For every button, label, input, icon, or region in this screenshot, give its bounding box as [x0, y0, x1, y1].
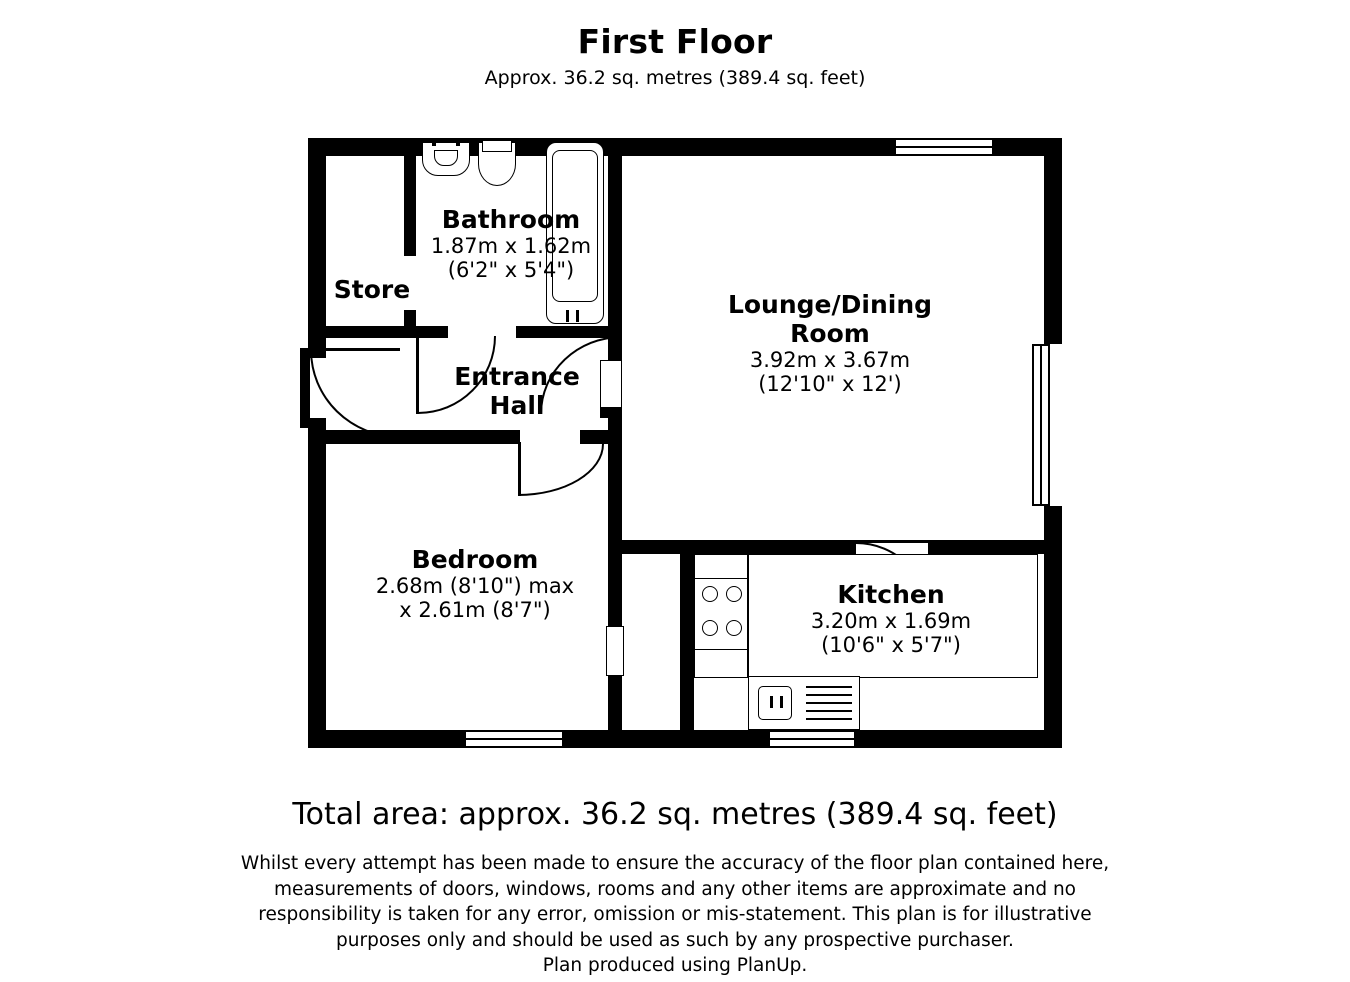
window-lounge-right-mullion [1040, 346, 1042, 504]
interior-wall-kitchen-top-right [928, 540, 1062, 554]
draining-board-line-1 [806, 686, 852, 688]
room-dims-kitchen-metric: 3.20m x 1.69m [810, 609, 972, 633]
room-label-bathroom [378, 205, 644, 283]
interior-wall-bedroom-right-lower [608, 676, 622, 742]
sink-tap-icon [432, 138, 436, 146]
doorway-bedroom [606, 626, 624, 676]
room-dims-bedroom-metric: 2.68m (8'10") max [375, 574, 575, 598]
window-bedroom-mullion [466, 738, 562, 740]
room-name-entrance: Entrance [454, 362, 580, 391]
room-name-store: Store [333, 275, 411, 304]
draining-board-line-3 [806, 702, 852, 704]
exterior-wall-left-recess [300, 348, 310, 428]
room-label-bedroom [330, 545, 620, 623]
sink-tap-icon-2 [456, 138, 460, 146]
room-name-kitchen: Kitchen [837, 580, 945, 609]
exterior-wall-bottom-right [856, 730, 1062, 748]
interior-wall-store-bottom [308, 326, 416, 338]
hob-ring-1 [702, 586, 718, 602]
plan-footer [0, 795, 1350, 979]
hob-ring-2 [726, 586, 742, 602]
disclaimer-line-4: purposes only and should be used as such by any prospective purchaser. [336, 929, 1014, 951]
room-dims-bedroom-imperial: x 2.61m (8'7") [399, 598, 551, 623]
window-lounge-top-mullion [896, 146, 992, 148]
bath-tap-icon-2 [576, 310, 579, 322]
kitchen-sink-tap [770, 696, 773, 708]
hob-ring-4 [726, 620, 742, 636]
door-leaf-kitchen [856, 540, 930, 543]
room-dims-bathroom-metric: 1.87m x 1.62m [430, 234, 592, 258]
plan-header [0, 22, 1350, 91]
door-leaf-bedroom [518, 442, 521, 496]
exterior-wall-left-recess-bottom [300, 418, 326, 428]
disclaimer-line-5: Plan produced using PlanUp. [542, 955, 808, 976]
room-label-entrance-hall [398, 362, 636, 420]
floor-plan-drawing [0, 120, 1350, 770]
exterior-wall-left-lower [308, 428, 326, 748]
interior-wall-lounge-left-lower [608, 408, 622, 548]
draining-board-line-5 [806, 718, 852, 720]
total-area-text: Total area: approx. 36.2 sq. metres (389.4 sq. feet) [292, 797, 1058, 832]
window-kitchen-mullion [770, 738, 854, 740]
kitchen-sink-bowl [758, 686, 792, 720]
room-name-lounge-2: Room [790, 319, 870, 348]
door-swing-bedroom [518, 444, 604, 496]
room-name-lounge: Lounge/Dining [727, 290, 933, 319]
interior-wall-kitchen-left [680, 540, 694, 742]
toilet-cistern-icon [482, 140, 512, 152]
exterior-wall-left-upper [308, 138, 326, 348]
interior-wall-kitchen-top [616, 540, 856, 554]
room-label-kitchen [760, 580, 1022, 658]
room-dims-bathroom-imperial: (6'2" x 5'4") [447, 258, 575, 283]
room-name-bedroom: Bedroom [411, 545, 539, 574]
disclaimer-text [0, 851, 1350, 979]
disclaimer-line-1: Whilst every attempt has been made to ensure the accuracy of the floor plan contained here, [240, 853, 1110, 874]
hob-ring-3 [702, 620, 718, 636]
interior-wall-bathroom-bottom-right [516, 326, 612, 338]
door-leaf-entrance [310, 348, 400, 351]
room-dims-kitchen-imperial: (10'6" x 5'7") [821, 633, 961, 658]
draining-board-line-4 [806, 710, 852, 712]
room-name-bathroom: Bathroom [441, 205, 581, 234]
kitchen-sink-tap-2 [780, 696, 783, 708]
room-dims-lounge-imperial: (12'10" x 12') [758, 372, 902, 397]
room-label-store [272, 275, 472, 304]
exterior-wall-bottom-middle [564, 730, 768, 748]
exterior-wall-right-upper [1044, 138, 1062, 344]
bath-tap-icon [566, 310, 569, 322]
interior-wall-hall-bedroom [308, 430, 520, 444]
room-name-hall: Hall [489, 391, 545, 420]
approx-area-subtitle: Approx. 36.2 sq. metres (389.4 sq. feet) [484, 67, 866, 89]
draining-board-line-2 [806, 694, 852, 696]
interior-wall-hall-bedroom-right [580, 430, 622, 444]
disclaimer-line-3: responsibility is taken for any error, omission or mis-statement. This plan is for illustrative [258, 904, 1092, 925]
page-title: First Floor [577, 22, 773, 61]
room-dims-lounge-metric: 3.92m x 3.67m [749, 348, 911, 372]
exterior-wall-bottom-left [308, 730, 464, 748]
sink-basin-inner [434, 150, 458, 166]
room-label-lounge-dining [670, 290, 990, 397]
disclaimer-line-2: measurements of doors, windows, rooms and any other items are approximate and no [274, 878, 1076, 900]
